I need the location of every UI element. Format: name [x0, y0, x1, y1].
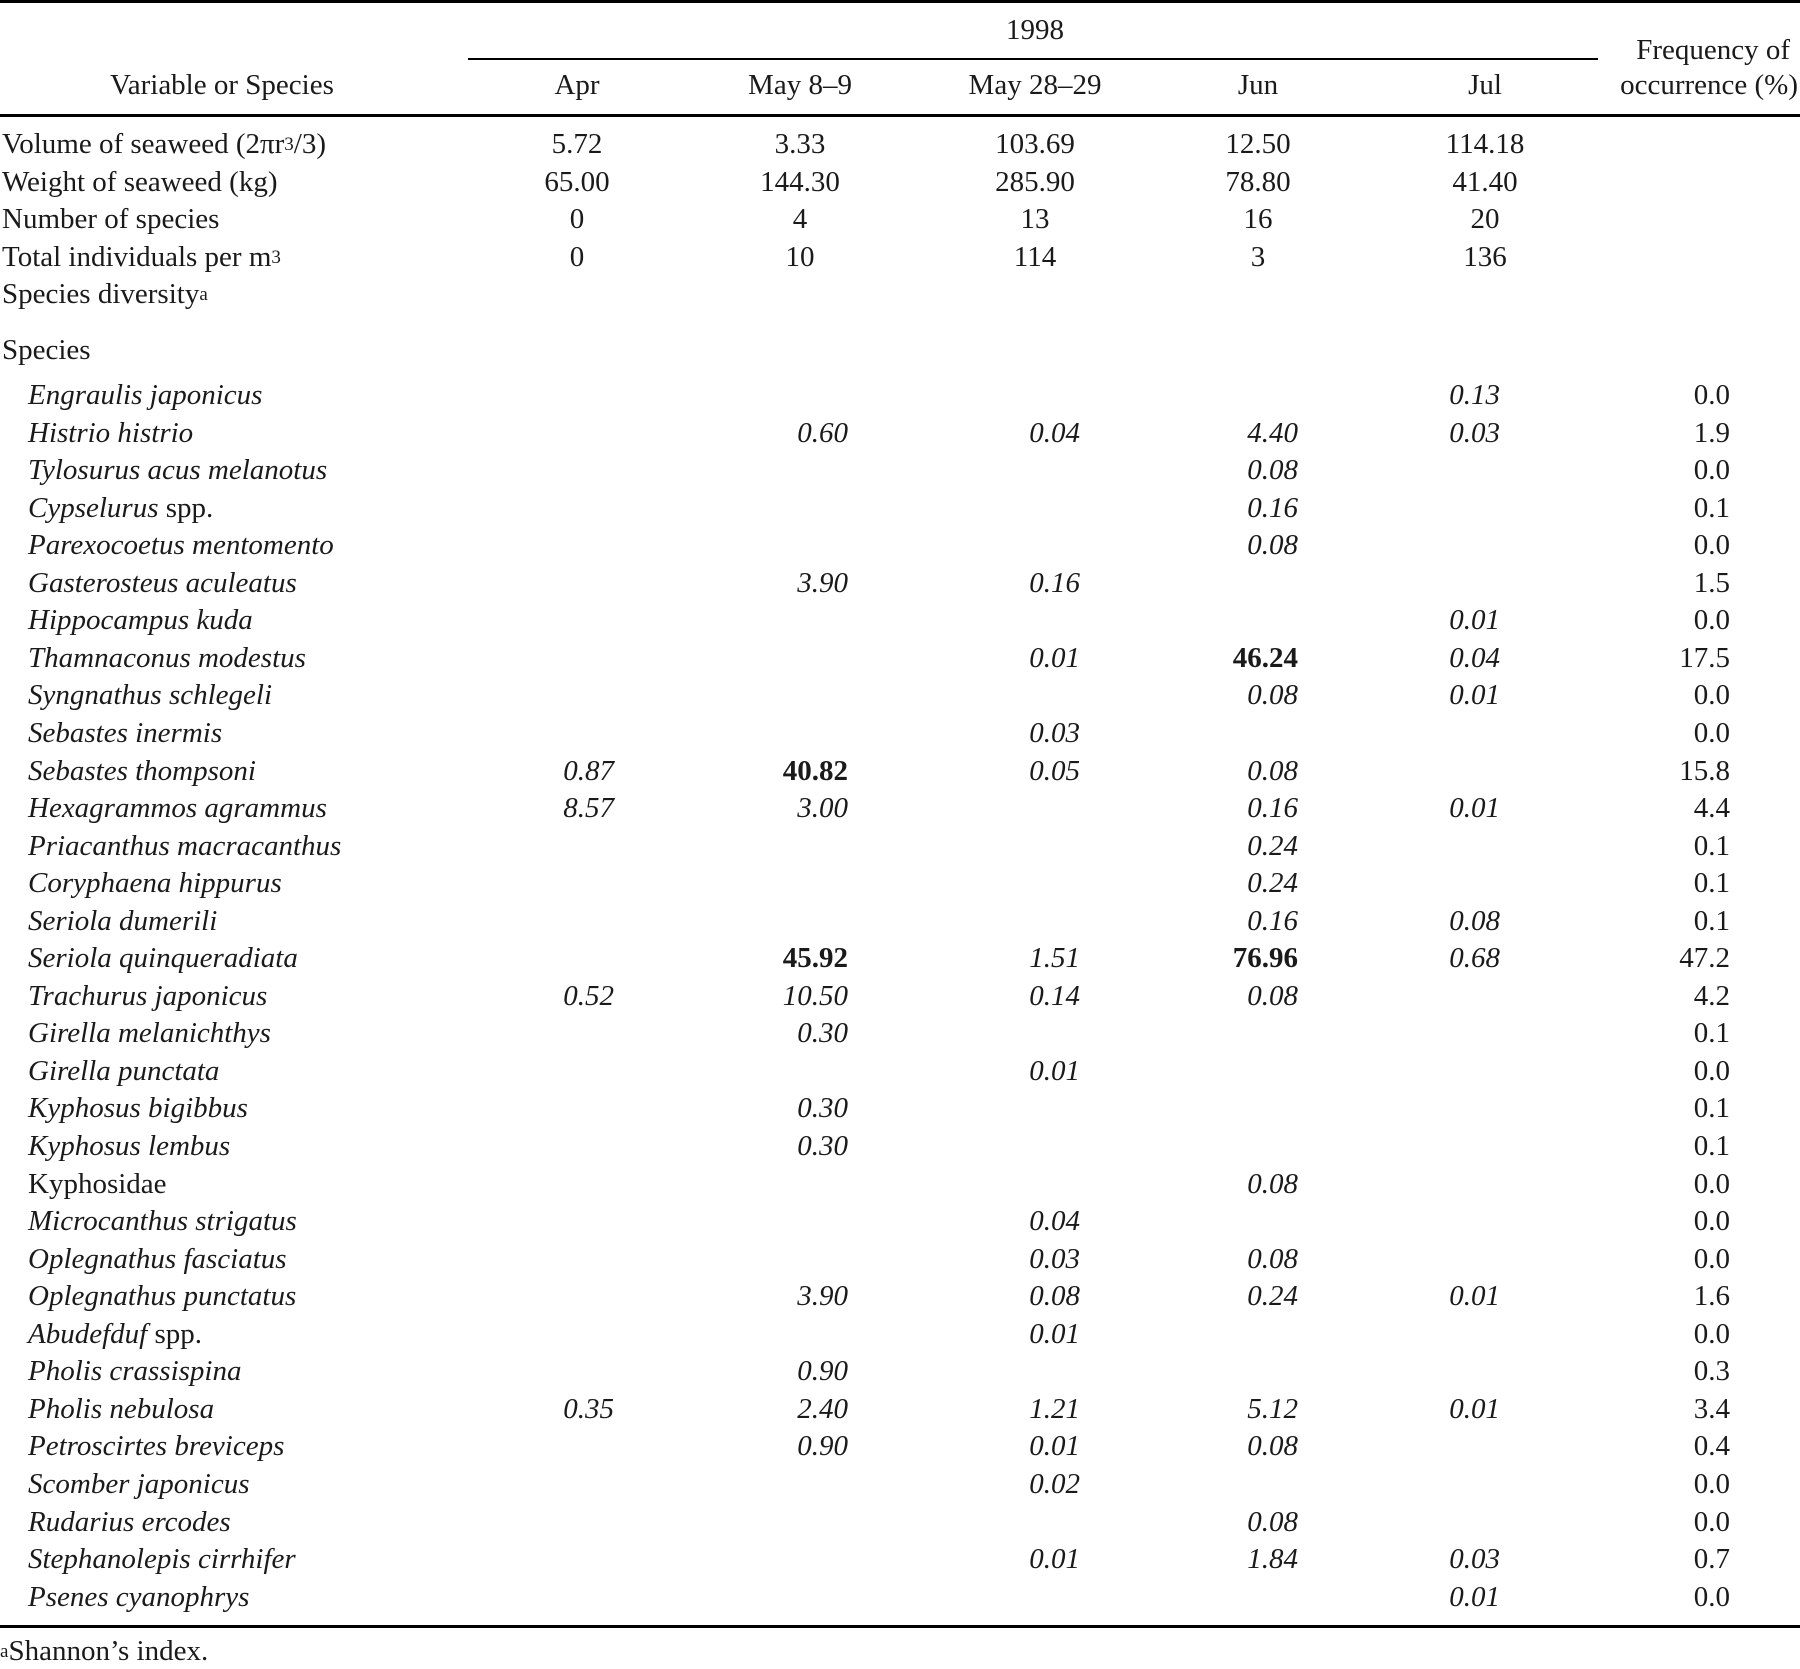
species-name-text: Girella melanichthys — [28, 1017, 271, 1050]
species-frequency-value: 0.0 — [1693, 1167, 1730, 1200]
species-name-text: Gasterosteus aculeatus — [28, 566, 297, 599]
month-header: May 8–9 — [748, 69, 852, 101]
frequency-header-line2: occurrence (%) — [1620, 69, 1798, 101]
species-frequency-value: 0.0 — [1693, 529, 1730, 562]
species-density-value: 0.30 — [797, 1130, 848, 1162]
month-header: Apr — [554, 69, 600, 101]
species-name — [28, 1316, 202, 1352]
species-name-text: Microcanthus strigatus — [28, 1205, 297, 1238]
species-name — [28, 1015, 271, 1051]
species-name-text: Sebastes inermis — [28, 716, 223, 749]
species-name-text: Seriola dumerili — [28, 904, 218, 937]
species-density-value: 0.24 — [1247, 1280, 1298, 1313]
species-density-value: 0.08 — [1247, 1242, 1298, 1275]
variable-value: 3.33 — [774, 128, 826, 160]
variable-label — [2, 201, 219, 237]
species-density-value: 0.03 — [1029, 716, 1080, 749]
species-density-value: 0.01 — [1029, 1543, 1080, 1576]
species-name-text: Oplegnathus fasciatus — [28, 1242, 287, 1275]
species-density-value: 0.35 — [563, 1392, 614, 1425]
variable-value: 41.40 — [1452, 165, 1518, 198]
species-density-value: 0.08 — [1247, 679, 1298, 712]
species-density-value: 0.08 — [1247, 1505, 1298, 1538]
species-density-value: 0.03 — [1449, 416, 1500, 449]
variable-value: 136 — [1463, 240, 1507, 273]
species-name — [28, 1053, 219, 1089]
species-density-value: 10.50 — [782, 979, 848, 1012]
species-name — [28, 1391, 214, 1427]
species-name-text: Sebastes thompsoni — [28, 754, 256, 787]
species-name — [28, 790, 327, 826]
species-density-value: 3.90 — [797, 566, 848, 599]
species-density-value: 0.01 — [1449, 1580, 1500, 1613]
species-frequency-value: 0.0 — [1693, 379, 1730, 411]
species-name-text: Pholis crassispina — [28, 1355, 242, 1388]
species-name — [28, 1504, 231, 1540]
species-name-text: Syngnathus schlegeli — [28, 679, 273, 712]
species-density-value: 5.12 — [1247, 1392, 1298, 1425]
species-name-text: Cypselurus — [28, 491, 159, 524]
species-density-value: 0.16 — [1247, 491, 1298, 524]
species-frequency-value: 0.1 — [1693, 491, 1730, 524]
variable-label-suffix: /3) — [293, 128, 326, 160]
species-density-value: 0.05 — [1029, 754, 1080, 787]
species-density-value: 0.01 — [1449, 604, 1500, 637]
species-name — [28, 415, 193, 451]
species-density-value: 0.52 — [563, 979, 614, 1012]
species-density-value: 2.40 — [797, 1392, 848, 1425]
variable-label-text: Species diversity — [2, 278, 200, 311]
species-name — [28, 1203, 297, 1239]
species-frequency-value: 1.6 — [1693, 1280, 1730, 1313]
species-density-value: 45.92 — [782, 942, 848, 975]
species-frequency-value: 0.1 — [1693, 1130, 1730, 1162]
species-name — [28, 1466, 250, 1502]
variable-value: 0 — [569, 240, 585, 273]
species-density-value: 0.24 — [1247, 829, 1298, 862]
table-top-rule — [0, 0, 1800, 3]
species-name-suffix: spp. — [158, 491, 214, 524]
species-density-value: 0.08 — [1247, 1430, 1298, 1463]
species-name-text: Stephanolepis cirrhifer — [28, 1543, 296, 1576]
variable-value: 4 — [792, 203, 808, 236]
variable-label — [2, 239, 281, 275]
species-name-suffix: spp. — [147, 1317, 202, 1350]
species-name — [28, 1428, 284, 1464]
species-name — [28, 527, 334, 563]
species-name — [28, 377, 262, 413]
species-frequency-value: 0.1 — [1693, 867, 1730, 900]
species-density-value: 0.04 — [1029, 1205, 1080, 1238]
species-frequency-value: 0.0 — [1693, 1580, 1730, 1613]
species-density-value: 0.01 — [1449, 1392, 1500, 1425]
species-frequency-value: 0.1 — [1693, 1092, 1730, 1125]
species-density-value: 0.16 — [1029, 566, 1080, 599]
species-density-value: 0.68 — [1449, 942, 1500, 975]
month-header: Jun — [1237, 69, 1279, 101]
variable-column-header: Variable or Species — [110, 69, 334, 101]
species-density-value: 8.57 — [563, 792, 614, 825]
footnote — [0, 1633, 208, 1669]
variable-value: 20 — [1470, 203, 1500, 236]
species-density-value: 0.08 — [1449, 904, 1500, 937]
species-name — [28, 490, 213, 526]
species-density-value: 0.02 — [1029, 1467, 1080, 1500]
species-name — [28, 602, 253, 638]
species-frequency-value: 0.1 — [1693, 1017, 1730, 1050]
species-density-value: 0.01 — [1449, 1280, 1500, 1313]
variable-value: 285.90 — [995, 165, 1075, 198]
variable-value: 10 — [785, 240, 815, 273]
species-name — [28, 1579, 249, 1615]
variable-value: 65.00 — [544, 165, 610, 198]
species-name-text: Hexagrammos agrammus — [28, 792, 327, 825]
species-frequency-value: 0.1 — [1693, 829, 1730, 862]
species-density-value: 40.82 — [782, 754, 848, 787]
species-name-text: Tylosurus acus melanotus — [28, 454, 328, 487]
species-frequency-value: 0.0 — [1693, 1205, 1730, 1238]
species-density-value: 0.01 — [1029, 1054, 1080, 1087]
species-name-text: Coryphaena hippurus — [28, 867, 282, 900]
species-name — [28, 452, 327, 488]
species-section-heading: Species — [2, 334, 91, 366]
species-name-text: Parexocoetus mentomento — [28, 529, 334, 562]
header-bottom-rule — [0, 114, 1800, 117]
species-density-value: 0.01 — [1449, 679, 1500, 712]
species-density-value: 0.08 — [1247, 754, 1298, 787]
species-frequency-value: 15.8 — [1679, 754, 1730, 787]
species-frequency-value: 0.3 — [1693, 1355, 1730, 1388]
frequency-header-line1: Frequency of — [1636, 34, 1790, 66]
species-name — [28, 978, 267, 1014]
species-density-value: 0.24 — [1247, 867, 1298, 900]
variable-label — [2, 276, 208, 312]
species-name — [28, 715, 222, 751]
species-name-text: Rudarius ercodes — [28, 1505, 231, 1538]
species-name — [28, 1541, 296, 1577]
species-name-text: Priacanthus macracanthus — [28, 829, 342, 862]
species-density-value: 1.84 — [1247, 1543, 1298, 1576]
variable-label-sup: a — [199, 284, 208, 306]
footnote-mark: a — [0, 1641, 9, 1662]
species-density-value: 0.30 — [797, 1017, 848, 1050]
variable-value: 103.69 — [995, 128, 1075, 160]
species-name-text: Psenes cyanophrys — [28, 1580, 250, 1613]
month-header: Jul — [1468, 69, 1502, 101]
species-density-value: 0.04 — [1449, 641, 1500, 674]
species-name — [28, 865, 282, 901]
species-density-value: 0.08 — [1247, 529, 1298, 562]
species-density-value: 0.08 — [1247, 979, 1298, 1012]
species-frequency-value: 0.0 — [1693, 1505, 1730, 1538]
species-density-value: 0.03 — [1029, 1242, 1080, 1275]
species-density-value: 0.08 — [1247, 1167, 1298, 1200]
variable-label-sup: 3 — [271, 246, 281, 268]
variable-label-sup: 3 — [284, 134, 294, 155]
footnote-text: Shannon’s index. — [8, 1635, 209, 1667]
species-name-text: Pholis nebulosa — [28, 1392, 215, 1425]
species-frequency-value: 3.4 — [1693, 1392, 1730, 1425]
species-density-value: 1.21 — [1029, 1392, 1080, 1425]
species-name — [28, 1241, 287, 1277]
variable-label-text: Volume of seaweed (2πr — [2, 128, 285, 160]
species-density-value: 0.01 — [1029, 1430, 1080, 1463]
species-density-value: 0.16 — [1247, 792, 1298, 825]
species-name-text: Oplegnathus punctatus — [28, 1280, 297, 1313]
table-bottom-rule — [0, 1625, 1800, 1628]
species-density-value: 0.01 — [1029, 641, 1080, 674]
species-name — [28, 753, 256, 789]
species-name — [28, 1128, 230, 1164]
species-frequency-value: 17.5 — [1679, 641, 1730, 674]
species-frequency-value: 4.4 — [1693, 792, 1730, 825]
variable-value: 12.50 — [1225, 128, 1291, 160]
species-frequency-value: 0.0 — [1693, 679, 1730, 712]
species-name-text: Hippocampus kuda — [28, 604, 253, 637]
year-header: 1998 — [1006, 14, 1064, 46]
species-density-value: 46.24 — [1232, 641, 1298, 674]
variable-label-text: Number of species — [2, 203, 220, 236]
species-name-text: Kyphosus bigibbus — [28, 1092, 248, 1125]
species-name-text: Seriola quinqueradiata — [28, 942, 298, 975]
variable-label-text: Total individuals per m — [2, 240, 272, 273]
species-name — [28, 640, 306, 676]
variable-value: 5.72 — [551, 128, 603, 160]
variable-value: 114 — [1013, 240, 1057, 273]
species-name — [28, 1090, 248, 1126]
species-frequency-value: 47.2 — [1679, 942, 1730, 975]
year-span-rule — [468, 58, 1598, 60]
species-name — [28, 1166, 167, 1202]
species-density-value: 0.87 — [563, 754, 614, 787]
month-header: May 28–29 — [968, 69, 1102, 101]
species-name-text: Kyphosus lembus — [28, 1130, 231, 1162]
variable-label — [2, 164, 277, 200]
variable-value: 0 — [569, 203, 585, 236]
species-density-value: 0.60 — [797, 416, 848, 449]
species-frequency-value: 1.9 — [1693, 416, 1730, 449]
variable-value: 114.18 — [1445, 128, 1525, 160]
species-density-value: 0.13 — [1449, 379, 1500, 411]
species-density-value: 0.14 — [1029, 979, 1080, 1012]
species-frequency-value: 0.4 — [1693, 1430, 1730, 1463]
variable-value: 16 — [1243, 203, 1273, 236]
species-frequency-value: 0.0 — [1693, 454, 1730, 487]
species-density-value: 1.51 — [1029, 942, 1080, 975]
species-frequency-value: 0.0 — [1693, 1242, 1730, 1275]
species-name — [28, 565, 297, 601]
species-name — [28, 677, 272, 713]
species-name-text: Thamnaconus modestus — [28, 641, 306, 674]
species-frequency-value: 0.0 — [1693, 1467, 1730, 1500]
species-density-value: 0.16 — [1247, 904, 1298, 937]
species-frequency-value: 0.7 — [1693, 1543, 1730, 1576]
species-density-value: 0.30 — [797, 1092, 848, 1125]
variable-value: 144.30 — [760, 165, 840, 198]
species-name-text: Trachurus japonicus — [28, 979, 268, 1012]
variable-value: 3 — [1250, 240, 1266, 273]
species-density-value: 0.04 — [1029, 416, 1080, 449]
species-frequency-value: 0.0 — [1693, 716, 1730, 749]
species-density-value: 3.90 — [797, 1280, 848, 1313]
species-density-value: 0.90 — [797, 1430, 848, 1463]
species-frequency-value: 0.0 — [1693, 1317, 1730, 1350]
variable-value: 78.80 — [1225, 165, 1291, 198]
species-name — [28, 828, 341, 864]
species-density-value: 0.08 — [1247, 454, 1298, 487]
species-density-value: 0.08 — [1029, 1280, 1080, 1313]
species-density-value: 0.90 — [797, 1355, 848, 1388]
species-name-text: Engraulis japonicus — [28, 379, 263, 411]
species-density-value: 0.01 — [1449, 792, 1500, 825]
species-name-text: Scomber japonicus — [28, 1467, 250, 1500]
species-name-suffix: Kyphosidae — [28, 1167, 167, 1200]
variable-label-text: Weight of seaweed (kg) — [2, 165, 278, 198]
species-name — [28, 940, 298, 976]
species-frequency-value: 0.0 — [1693, 604, 1730, 637]
species-name-text: Abudefduf — [28, 1317, 148, 1350]
species-name-text: Girella punctata — [28, 1054, 220, 1087]
species-frequency-value: 1.5 — [1693, 566, 1730, 599]
species-density-value: 3.00 — [797, 792, 848, 825]
variable-value: 13 — [1020, 203, 1050, 236]
species-density-value: 0.03 — [1449, 1543, 1500, 1576]
species-density-value: 76.96 — [1232, 942, 1298, 975]
species-density-value: 4.40 — [1247, 416, 1298, 449]
variable-label — [2, 126, 326, 162]
species-name-text: Petroscirtes breviceps — [28, 1430, 285, 1463]
species-name — [28, 1353, 242, 1389]
species-frequency-value: 0.1 — [1693, 904, 1730, 937]
species-name-text: Histrio histrio — [28, 416, 194, 449]
species-frequency-value: 4.2 — [1693, 979, 1730, 1012]
species-name — [28, 903, 217, 939]
species-name — [28, 1278, 296, 1314]
species-frequency-value: 0.0 — [1693, 1054, 1730, 1087]
species-density-value: 0.01 — [1029, 1317, 1080, 1350]
